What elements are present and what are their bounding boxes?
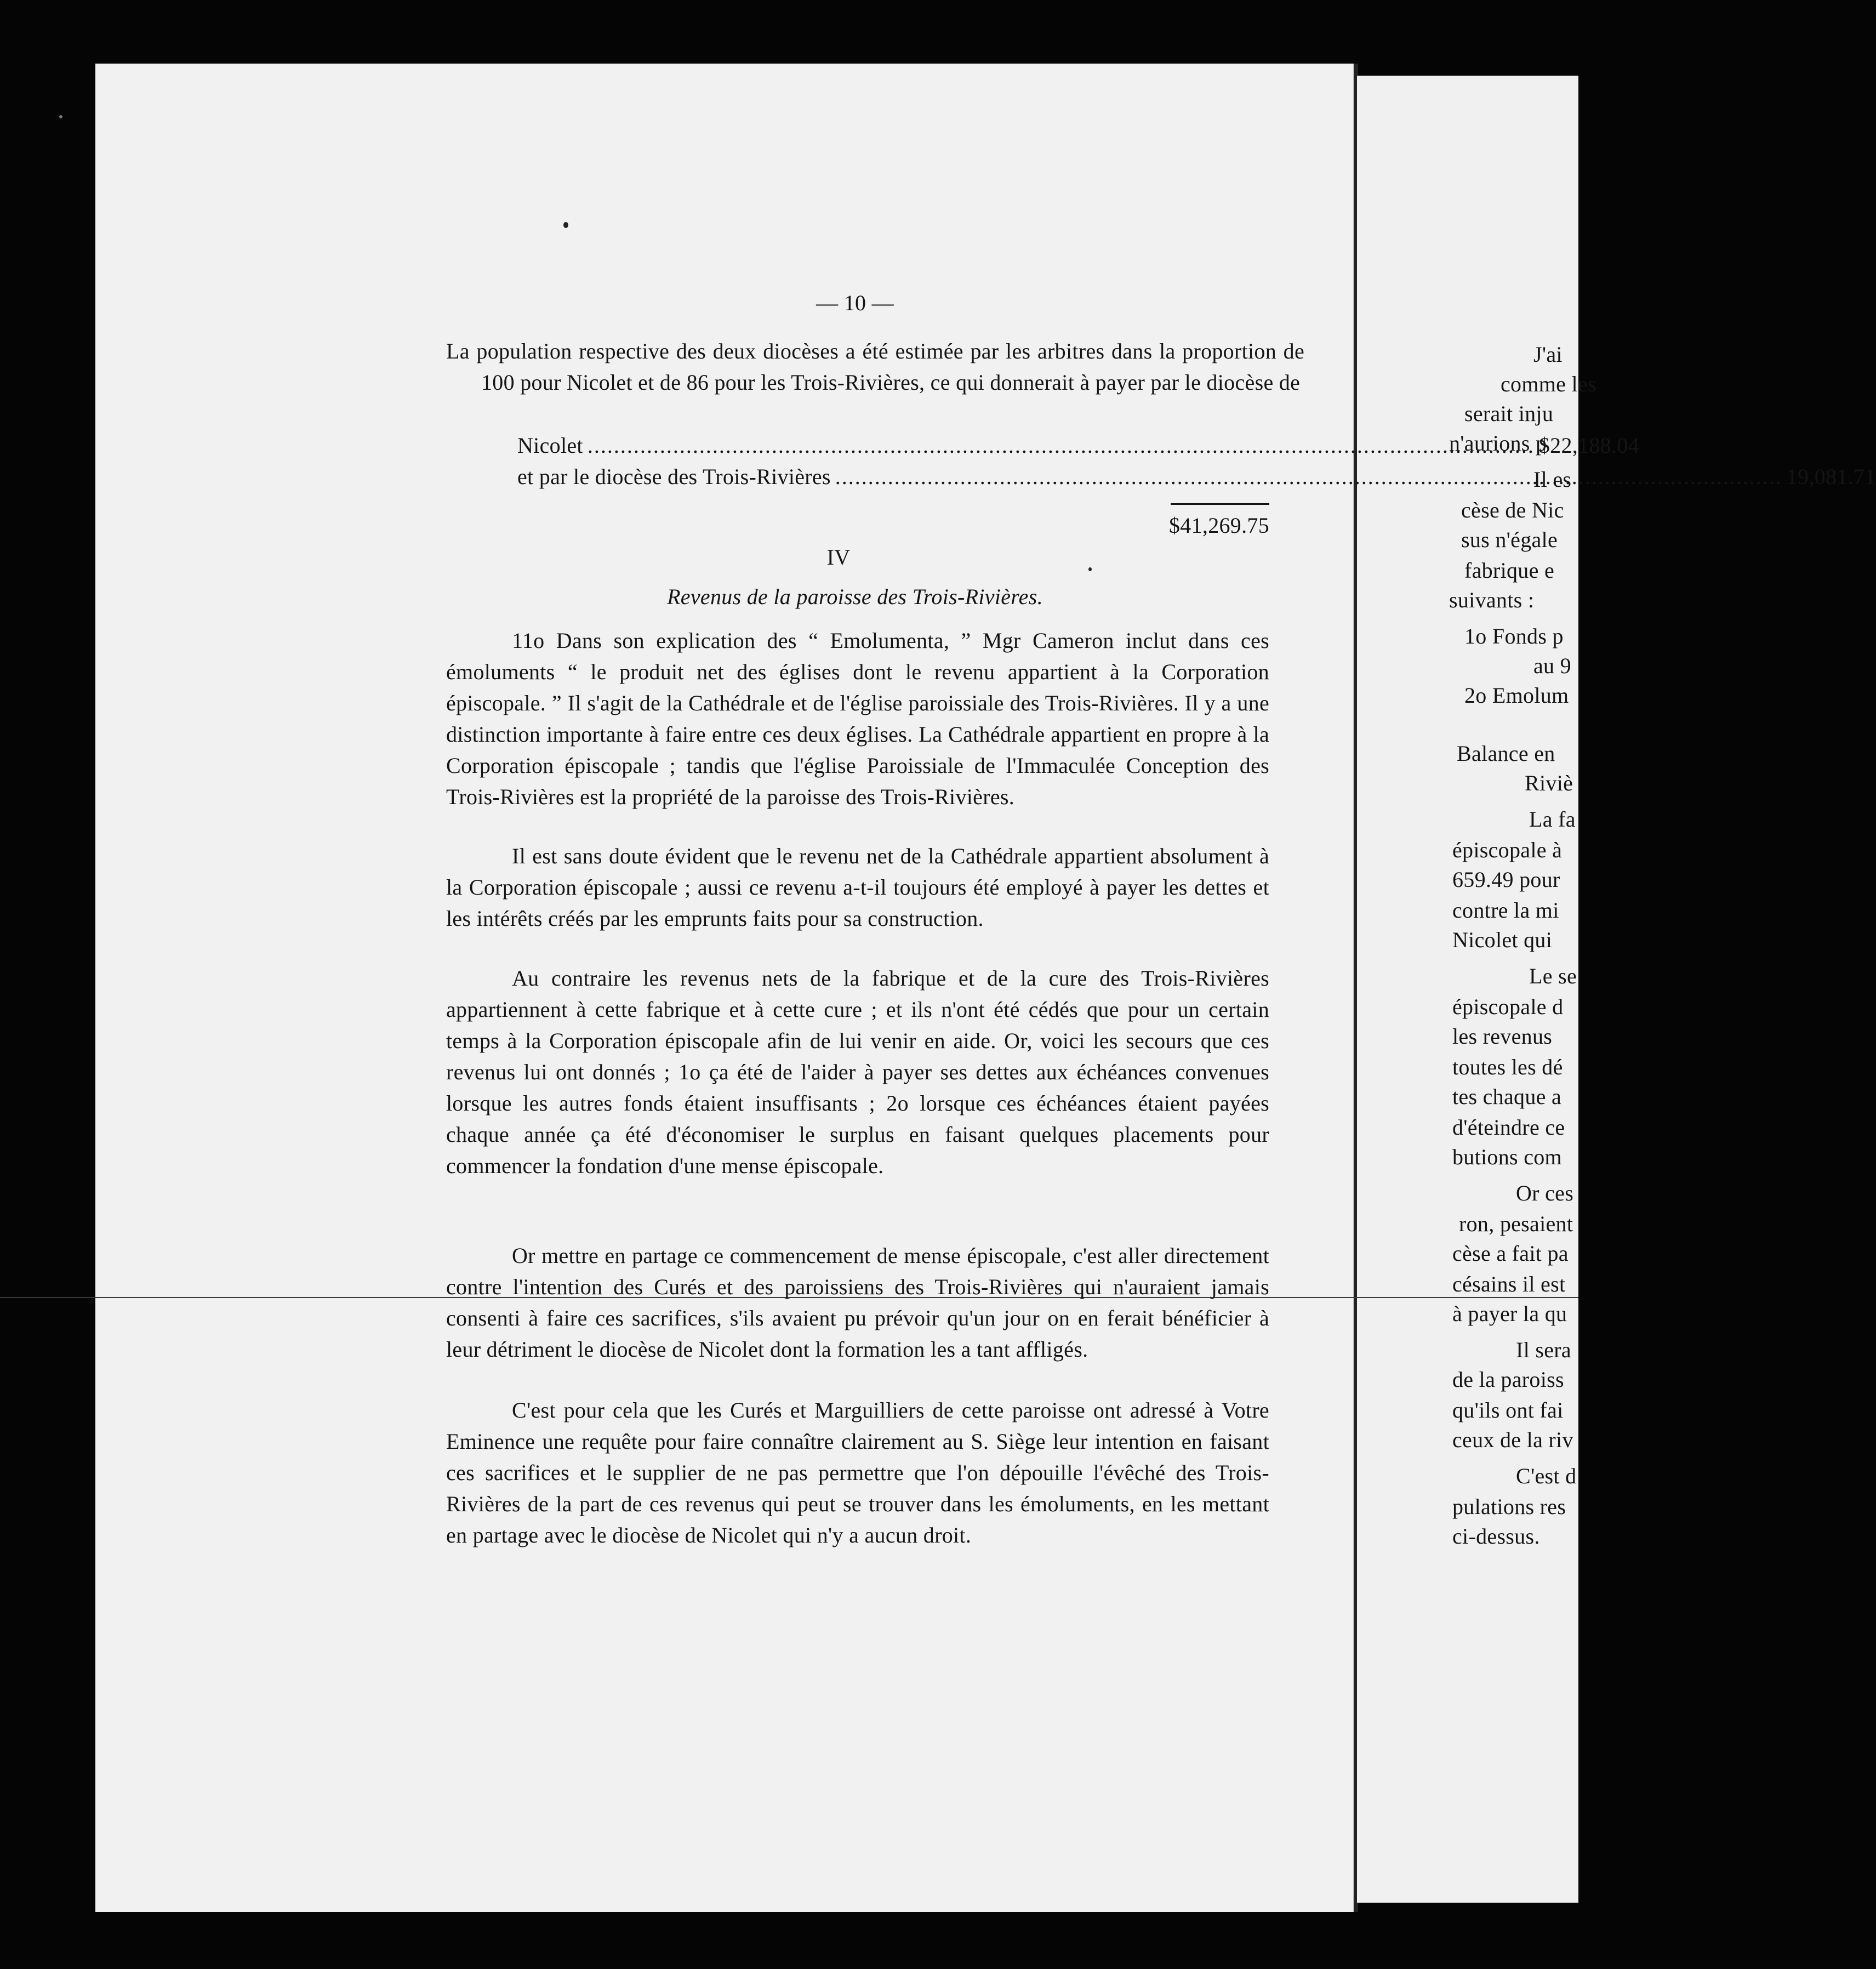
total-amount: $41,269.75	[1169, 513, 1269, 538]
right-page-line: cèse de Nic	[1461, 498, 1564, 522]
right-page-line: ron, pesaient	[1459, 1211, 1573, 1236]
amount-value: 19,081.71	[1786, 464, 1876, 489]
scan-speck	[1088, 567, 1092, 571]
right-page-line: n'aurions p	[1449, 431, 1547, 456]
section-number: IV	[826, 545, 851, 570]
right-page-line: 659.49 pour	[1452, 867, 1560, 892]
right-page-line: fabrique e	[1464, 558, 1555, 583]
right-page-line: Nicolet qui	[1452, 927, 1553, 952]
body-paragraph: 11o Dans son explication des “ Emolumenta, ” Mgr Cameron inclut dans ces émoluments “ le produit net des églises dont le revenu appartient à la Corporation épiscopale. ” Il s'agit de la Cathédrale et de l'église paroissiale des Trois-Rivières. Il y a une distinction importante à faire entre ces deux églises. La Cathédrale appartient en propre à la Corporation épiscopale ; tandis que l'église Paroissiale de l'Immaculée Conception des Trois-Rivières est la propriété de la paroisse des Trois-Rivières.	[446, 628, 1269, 809]
sum-rule	[1171, 503, 1269, 505]
right-page-line: La fa	[1529, 807, 1576, 832]
right-page-line: d'éteindre ce	[1452, 1115, 1565, 1140]
right-page-line: tes chaque a	[1452, 1084, 1562, 1109]
right-page-line: les revenus	[1452, 1024, 1553, 1049]
page-number: — 10 —	[816, 291, 894, 315]
right-page-line: césains il est	[1452, 1272, 1566, 1296]
right-page-line: à payer la qu	[1452, 1301, 1567, 1326]
section-title: Revenus de la paroisse des Trois-Rivières.	[667, 584, 1043, 609]
right-page-line: au 9	[1533, 653, 1571, 678]
right-page-line: qu'ils ont fai	[1452, 1398, 1564, 1422]
right-page-line: pulations res	[1452, 1494, 1566, 1519]
body-paragraph: C'est pour cela que les Curés et Marguilliers de cette paroisse ont adressé à Votre Eminence une requête pour faire connaître clairement au S. Siège leur intention en faisant ces sacrifices et le supplier de ne pas permettre que l'on dépouille l'évêché des Trois-Rivières de la part de ces revenus qui peut se trouver dans les émoluments, en les mettant en partage avec le diocèse de Nicolet qui n'y a aucun droit.	[446, 1398, 1269, 1547]
right-page-line: Balance en	[1457, 741, 1555, 766]
intro-paragraph: La population respective des deux diocèses a été estimée par les arbitres dans la proportion de 100 pour Nicolet et de 86 pour les Trois-Rivières, ce qui donnerait à payer par le diocèse de	[446, 339, 1304, 395]
body-paragraph: Il est sans doute évident que le revenu net de la Cathédrale appartient absolument à la Corporation épiscopale ; aussi ce revenu a-t-il toujours été employé à payer les dettes et les intérêts créés par les emprunts faits pour sa construction.	[446, 844, 1269, 931]
amount-value: $22,188.04	[1538, 433, 1639, 458]
right-page-line: serait inju	[1464, 401, 1554, 426]
scan-speck	[59, 115, 62, 118]
right-page-line: ceux de la riv	[1452, 1427, 1573, 1452]
right-page-line: Il es	[1533, 467, 1572, 492]
right-page-line: comme les	[1501, 372, 1596, 396]
amount-label: Nicolet	[517, 433, 583, 458]
right-page-line: cèse a fait pa	[1452, 1241, 1569, 1266]
right-page-line: sus n'égale	[1461, 527, 1558, 552]
right-page-line: contre la mi	[1452, 898, 1559, 923]
right-page-line: épiscopale à	[1452, 838, 1563, 862]
right-page-line: Le se	[1529, 964, 1577, 988]
right-page-line: J'ai	[1533, 342, 1563, 367]
right-page-line: 1o Fonds p	[1464, 624, 1564, 648]
amount-label: et par le diocèse des Trois-Rivières	[517, 464, 831, 489]
right-page-line: Or ces	[1516, 1181, 1574, 1205]
right-page-line: toutes les dé	[1452, 1055, 1563, 1079]
right-page-line: Riviè	[1525, 771, 1573, 795]
right-page-line: ci-dessus.	[1452, 1524, 1540, 1549]
right-page-line: épiscopale d	[1452, 994, 1564, 1019]
right-page-line: C'est d	[1516, 1464, 1577, 1488]
right-page-line: butions com	[1452, 1145, 1562, 1169]
body-paragraph: Au contraire les revenus nets de la fabrique et de la cure des Trois-Rivières appartiennent à cette fabrique et à cette cure ; et ils n'ont été cédés que pour un certain temps à la Corporation épiscopale afin de lui venir en aide. Or, voici les secours que ces revenus lui ont donnés ; 1o ça été de l'aider à payer ses dettes aux échéances convenues lorsque les autres fonds étaient insuffisants ; 2o lorsque ces échéances étaient payées chaque année ça été d'économiser le surplus en faisant quelques placements pour commencer la fondation d'une mense épiscopale.	[446, 966, 1269, 1178]
body-paragraph: Or mettre en partage ce commencement de mense épiscopale, c'est aller directement contre l'intention des Curés et des paroissiens des Trois-Rivières qui n'auraient jamais consenti à faire ces sacrifices, s'ils avaient pu prévoir qu'un jour on en ferait bénéficier à leur détriment le diocèse de Nicolet dont la formation les a tant affligés.	[446, 1243, 1269, 1362]
leader-dots	[588, 430, 1535, 461]
right-page-line: Il sera	[1516, 1338, 1571, 1362]
right-page-line: 2o Emolum	[1464, 683, 1569, 708]
right-page-line: suivants :	[1449, 588, 1535, 612]
scan-speck	[563, 222, 568, 228]
right-page-line: de la paroiss	[1452, 1367, 1564, 1392]
